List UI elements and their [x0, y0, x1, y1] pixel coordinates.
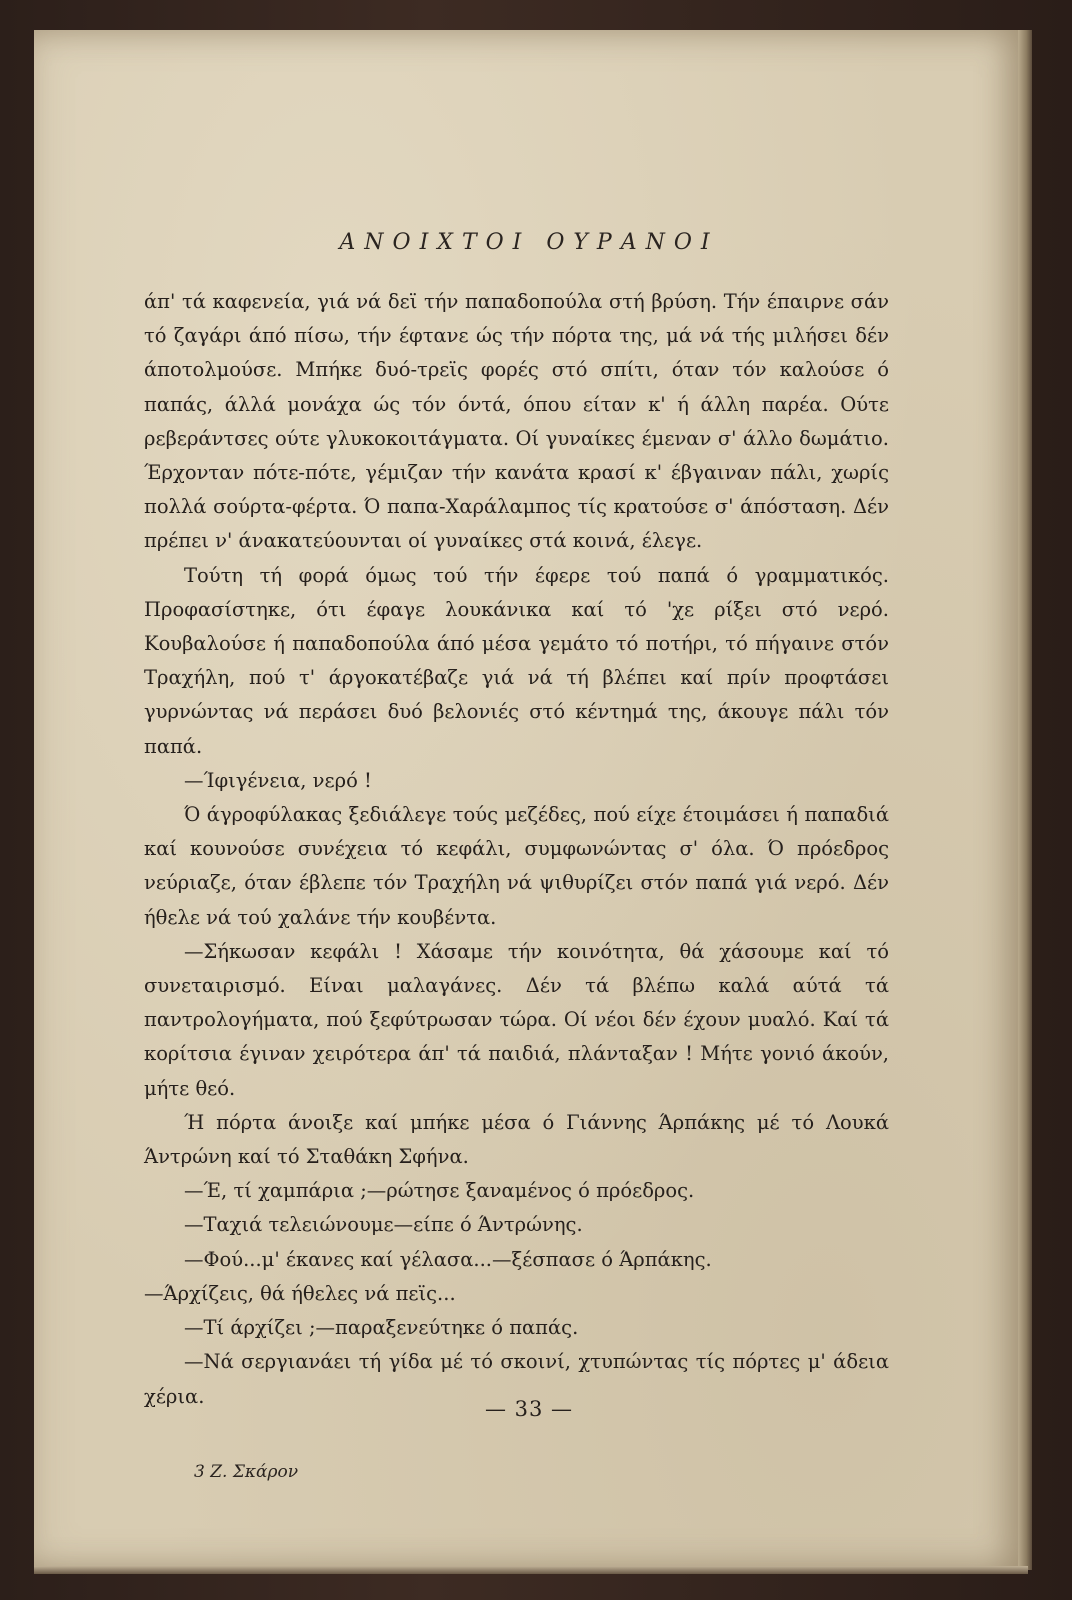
body-text [144, 285, 889, 1414]
paragraph: Τούτη τή φορά όμως τού τήν έφερε τού παπά ό γραμματικός. Προφασίστηκε, ότι έφαγε λουκάνικα καί τό 'χε ρίξει στό νερό. Κουβαλούσε ή παπαδοπούλα άπό μέσα γεμάτο τό ποτήρι, τό πήγαινε στόν Τραχήλη, πού τ' άργοκατέβαζε γιά νά τή βλέπει καί πρίν προφτάσει γυρνώντας νά περάσει δυό βελονιές στό κέντημά της, άκουγε πάλι τόν παπά. [144, 563, 889, 758]
dialogue-paragraph: —Σήκωσαν κεφάλι ! Χάσαμε τήν κοινότητα, θά χάσουμε καί τό συνεταιρισμό. Είναι μαλαγάνες. Δέν τά βλέπω καλά αύτά τά παντρολογήματα, πού ξεφύτρωσαν τώρα. Οί νέοι δέν έχουν μυαλό. Καί τά κορίτσια έγιναν χειρότερα άπ' τά παιδιά, πλάνταξαν ! Μήτε γονιό άκούν, μήτε θεό. [144, 939, 889, 1100]
printer-signature: 3 Ζ. Σκάρον [194, 1462, 299, 1482]
page-edge [1018, 30, 1032, 1570]
book-page [34, 30, 1024, 1570]
dialogue-line: —Ίφιγένεια, νερό ! [184, 768, 372, 792]
dialogue-line: —Τί άρχίζει ;—παραξενεύτηκε ό παπάς. [184, 1316, 579, 1340]
dialogue-line: —Νά σεργιανάει τή γίδα μέ τό σκοινί, χτυπώντας τίς πόρτες μ' άδεια χέρια. [144, 1350, 889, 1408]
running-head: ΑΝΟΙΧΤΟΙ ΟΥΡΑΝΟΙ [339, 230, 719, 255]
dialogue-line: —Έ, τί χαμπάρια ;—ρώτησε ξαναμένος ό πρόεδρος. [184, 1179, 695, 1203]
dialogue-line: —Φού...μ' έκανες καί γέλασα...—ξέσπασε ό Άρπάκης. [184, 1247, 712, 1271]
paragraph: Ή πόρτα άνοιξε καί μπήκε μέσα ό Γιάννης Άρπάκης μέ τό Λουκά Άντρώνη καί τό Σταθάκη Σφήνα. [144, 1110, 889, 1169]
page-edge-bottom [34, 1566, 1028, 1574]
dialogue-line: —Άρχίζεις, θά ήθελες νά πεϊς... [144, 1281, 456, 1305]
page-number: — 33 — [484, 1397, 574, 1421]
dialogue-line: —Ταχιά τελειώνουμε—είπε ό Άντρώνης. [184, 1213, 583, 1237]
paragraph: Ό άγροφύλακας ξεδιάλεγε τούς μεζέδες, πού είχε έτοιμάσει ή παπαδιά καί κουνούσε συνέχεια τό κεφάλι, συμφωνώντας σ' όλα. Ό πρόεδρος νεύριαζε, όταν έβλεπε τόν Τραχήλη νά ψιθυρίζει στόν παπά γιά νερό. Δέν ήθελε νά τού χαλάνε τήν κουβέντα. [144, 803, 889, 929]
paragraph: άπ' τά καφενεία, γιά νά δεϊ τήν παπαδοπούλα στή βρύση. Τήν έπαιρνε σάν τό ζαγάρι άπό πίσω, τήν έφτανε ώς τήν πόρτα της, μά νά τής μιλήσει δέν άποτολμούσε. Μπήκε δυό-τρεϊς φορές στό σπίτι, όταν τόν καλούσε ό παπάς, άλλά μονάχα ώς τόν όντά, όπου είταν κ' ή άλλη παρέα. Ούτε ρεβεράντσες ούτε γλυκοκοιτάγματα. Οί γυναίκες έμεναν σ' άλλο δωμάτιο. Έρχονταν πότε-πότε, γέμιζαν τήν κανάτα κρασί κ' έβγαιναν πάλι, χωρίς πολλά σούρτα-φέρτα. Ό παπα-Χαράλαμπος τίς κρατούσε σ' άπόσταση. Δέν πρέπει ν' άνακατεύουνται οί γυναίκες στά κοινά, έλεγε. [144, 290, 889, 553]
